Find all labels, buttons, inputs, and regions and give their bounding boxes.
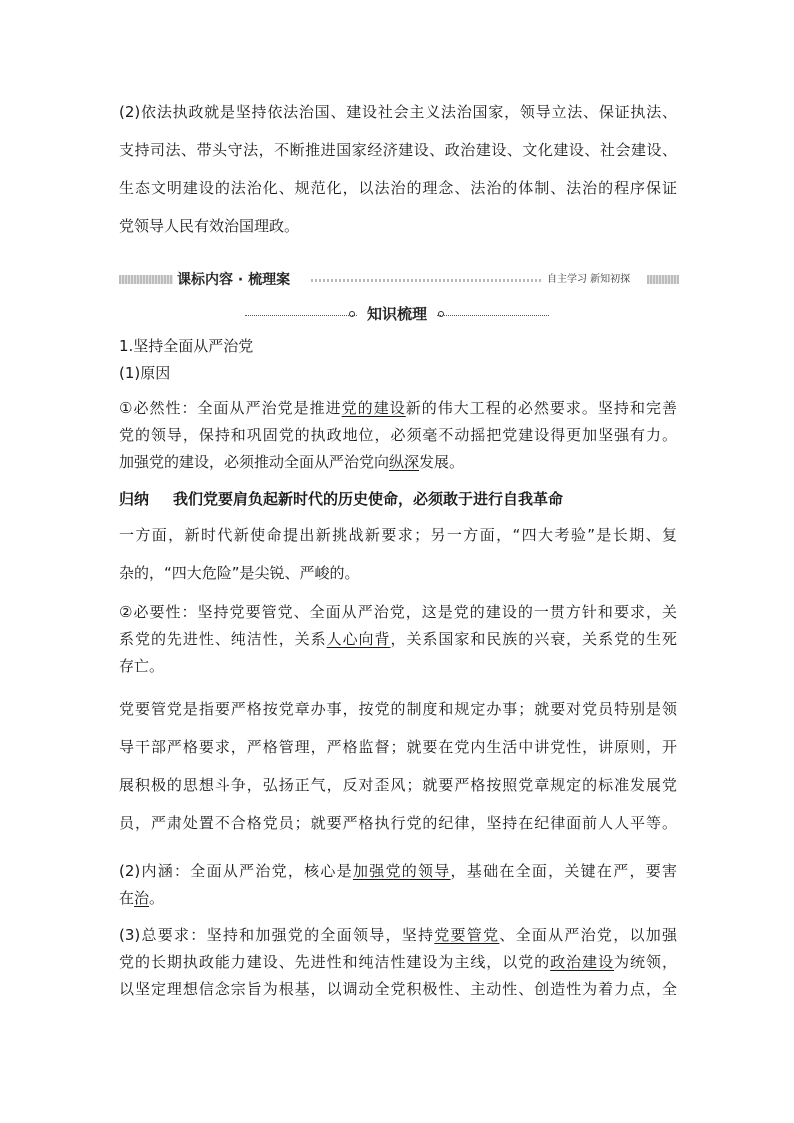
intro-line: 生态文明建设的法治化、规范化，以法治的理念、法治的体制、法治的程序保证 [119, 179, 677, 197]
circle-icon [349, 311, 355, 317]
necessity-line: ①必然性：全面从严治党是推进党的建设新的伟大工程的必然要求。坚持和完善 [119, 399, 677, 417]
reason-label: (1)原因 [119, 364, 171, 382]
necessity2-line: ②必要性：坚持党要管党、全面从严治党，这是党的建设的一贯方针和要求，关 [119, 603, 677, 621]
necessity2-line: 存亡。 [119, 657, 165, 675]
dotted-rule [437, 315, 549, 316]
necessity-line: 党的领导，保持和巩固党的执政地位，必须毫不动摇把党建设得更加坚强有力。 [119, 426, 677, 444]
summary-body [119, 516, 677, 592]
heading-block [119, 333, 677, 387]
heading-1: 1.坚持全面从严治党 [119, 337, 254, 355]
requirement-line: (3)总要求：坚持和加强党的全面领导，坚持党要管党、全面从严治党，以加强 [119, 926, 677, 944]
section-title: 课标内容 · 梳理案 [177, 272, 291, 288]
party-management-paragraph [119, 690, 677, 842]
management-line: 导干部严格要求，严格管理，严格监督；就要在党内生活中讲党性，讲原则，开 [119, 738, 677, 756]
management-line: 党要管党是指要严格按党章办事，按党的制度和规定办事；就要对党员特别是领 [119, 700, 677, 718]
key-term: 政治建设 [550, 953, 615, 971]
connotation-paragraph [119, 858, 677, 912]
intro-line: (2)依法执政就是坚持依法治国、建设社会主义法治国家，领导立法、保证执法、 [119, 103, 677, 121]
summary-heading [119, 486, 677, 513]
summary-label: 归纳 [119, 490, 150, 508]
intro-paragraph [119, 93, 677, 245]
requirement-line: 以坚定理想信念宗旨为根基，以调动全党积极性、主动性、创造性为着力点，全 [119, 980, 677, 998]
necessity2-paragraph [119, 599, 677, 680]
bar-decoration [119, 275, 173, 284]
necessity2-line: 系党的先进性、纯洁性，关系人心向背，关系国家和民族的兴衰，关系党的生死 [119, 630, 677, 648]
knowledge-heading-text: 知识梳理 [366, 305, 427, 323]
connotation-line: 在治。 [119, 889, 165, 907]
summary-title: 我们党要肩负起新时代的历史使命，必须敢于进行自我革命 [173, 490, 564, 508]
key-term: 党的建设 [341, 399, 406, 417]
key-term: 人心向背 [326, 630, 391, 648]
management-line: 员，严肃处置不合格党员；就要严格执行党的纪律，坚持在纪律面前人人平等。 [119, 814, 677, 832]
summary-line: 杂的，“四大危险”是尖锐、严峻的。 [119, 564, 360, 582]
knowledge-heading [245, 303, 549, 325]
necessity-paragraph [119, 395, 677, 476]
key-term: 治 [134, 889, 150, 907]
bar-dotted-line [311, 279, 543, 282]
circle-icon [438, 311, 444, 317]
section-bar [119, 271, 679, 289]
intro-line: 党领导人民有效治国理政。 [119, 217, 300, 235]
key-term: 党要管党 [434, 926, 500, 944]
management-line: 展积极的思想斗争，弘扬正气，反对歪风；就要严格按照党章规定的标准发展党 [119, 776, 677, 794]
bar-decoration [647, 275, 679, 284]
summary-line: 一方面，新时代新使命提出新挑战新要求；另一方面，“四大考验”是长期、复 [119, 526, 677, 544]
requirement-line: 党的长期执政能力建设、先进性和纯洁性建设为主线，以党的政治建设为统领， [119, 953, 677, 971]
necessity-line: 加强党的建设，必须推动全面从严治党向纵深发展。 [119, 453, 465, 471]
key-term: 纵深 [389, 453, 420, 471]
general-requirement-paragraph [119, 922, 677, 1003]
dotted-rule [245, 315, 357, 316]
connotation-line: (2)内涵：全面从严治党，核心是加强党的领导，基础在全面，关键在严，要害 [119, 862, 677, 880]
section-subtitle: 自主学习 新知初探 [547, 274, 631, 285]
intro-line: 支持司法、带头守法，不断推进国家经济建设、政治建设、文化建设、社会建设、 [119, 141, 677, 159]
key-term: 加强党的领导 [352, 862, 451, 880]
